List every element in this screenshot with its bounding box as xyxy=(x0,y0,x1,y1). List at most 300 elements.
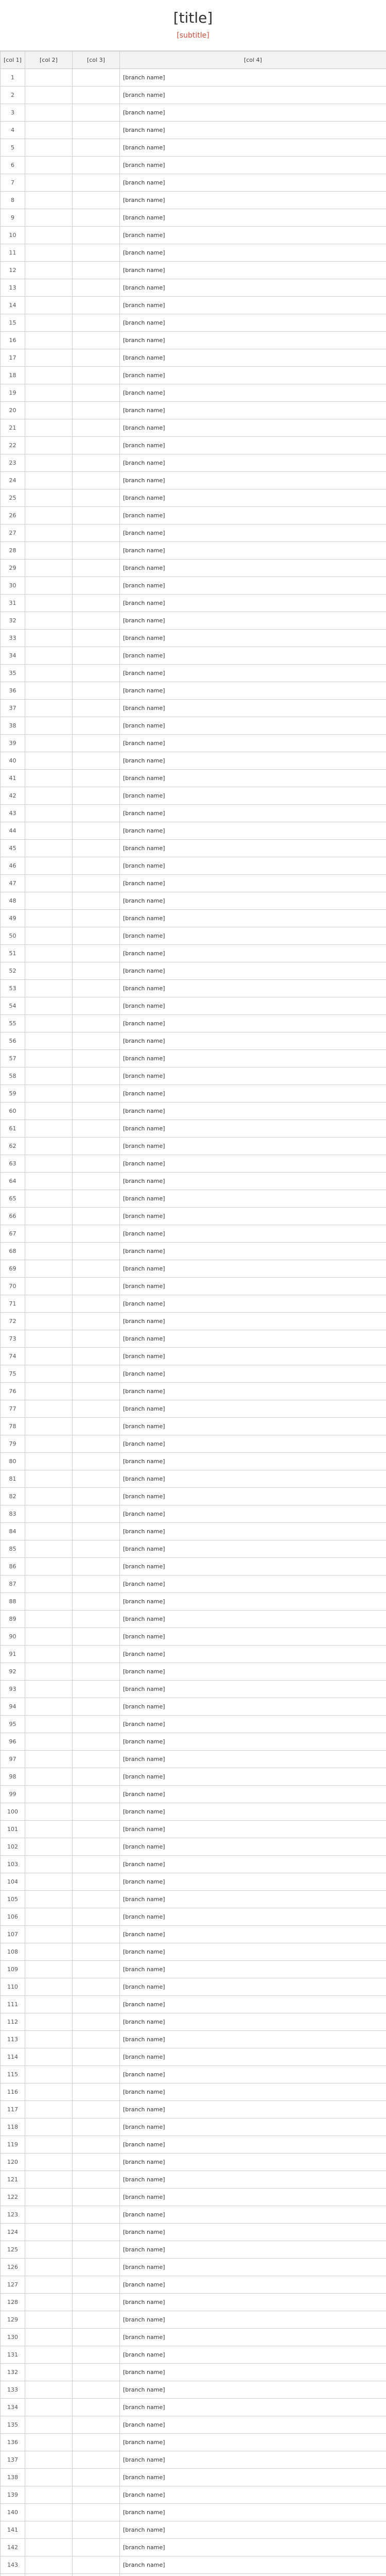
row-brand xyxy=(25,787,73,805)
row-city xyxy=(73,1190,120,1208)
row-number: 74 xyxy=(1,1348,25,1365)
row-brand xyxy=(25,1646,73,1663)
row-brand xyxy=(25,1628,73,1646)
row-brand xyxy=(25,2469,73,2486)
row-branch-name: [branch name] xyxy=(120,700,386,717)
row-city xyxy=(73,1681,120,1698)
row-city xyxy=(73,1260,120,1278)
row-city xyxy=(73,2154,120,2171)
table-row xyxy=(1,1400,386,1418)
row-city xyxy=(73,1032,120,1050)
row-city xyxy=(73,2416,120,2434)
row-number: 138 xyxy=(1,2469,25,2486)
row-branch-name: [branch name] xyxy=(120,437,386,454)
row-branch-name: [branch name] xyxy=(120,2083,386,2101)
header-branch-name: [col 4] xyxy=(120,52,386,69)
row-branch-name: [branch name] xyxy=(120,332,386,349)
row-city xyxy=(73,1488,120,1505)
row-branch-name: [branch name] xyxy=(120,2329,386,2346)
row-city xyxy=(73,542,120,560)
row-number: 84 xyxy=(1,1523,25,1540)
row-city xyxy=(73,857,120,875)
table-row xyxy=(1,665,386,682)
row-branch-name: [branch name] xyxy=(120,1435,386,1453)
row-city xyxy=(73,1050,120,1067)
row-branch-name: [branch name] xyxy=(120,2241,386,2259)
row-city xyxy=(73,2521,120,2539)
row-city xyxy=(73,997,120,1015)
row-city xyxy=(73,2539,120,2556)
row-number: 108 xyxy=(1,1943,25,1961)
table-row xyxy=(1,1085,386,1103)
row-branch-name: [branch name] xyxy=(120,1295,386,1313)
row-number: 131 xyxy=(1,2346,25,2364)
table-row xyxy=(1,139,386,157)
row-brand xyxy=(25,1120,73,1138)
table-row xyxy=(1,454,386,472)
row-number: 83 xyxy=(1,1505,25,1523)
row-number xyxy=(1,2574,25,2576)
table-row xyxy=(1,157,386,174)
table-row xyxy=(1,1751,386,1768)
row-branch-name: [branch name] xyxy=(120,1365,386,1383)
table-row xyxy=(1,2013,386,2031)
row-brand xyxy=(25,2013,73,2031)
row-city xyxy=(73,1768,120,1786)
row-city xyxy=(73,2136,120,2154)
row-number: 63 xyxy=(1,1155,25,1173)
row-branch-name: [branch name] xyxy=(120,1523,386,1540)
row-brand xyxy=(25,822,73,840)
row-branch-name: [branch name] xyxy=(120,1575,386,1593)
row-brand xyxy=(25,174,73,192)
row-number: 127 xyxy=(1,2276,25,2294)
row-branch-name xyxy=(120,2574,386,2576)
row-city xyxy=(73,227,120,244)
row-branch-name: [branch name] xyxy=(120,560,386,577)
row-number: 2 xyxy=(1,87,25,104)
row-brand xyxy=(25,2504,73,2521)
table-row xyxy=(1,1225,386,1243)
row-city xyxy=(73,1908,120,1926)
row-number: 27 xyxy=(1,524,25,542)
row-city xyxy=(73,630,120,647)
row-branch-name: [branch name] xyxy=(120,997,386,1015)
row-number: 94 xyxy=(1,1698,25,1716)
table-row xyxy=(1,805,386,822)
table-row xyxy=(1,332,386,349)
row-city xyxy=(73,1470,120,1488)
row-city xyxy=(73,822,120,840)
row-brand xyxy=(25,1961,73,1978)
row-brand xyxy=(25,875,73,892)
row-city xyxy=(73,2294,120,2311)
row-number: 64 xyxy=(1,1173,25,1190)
row-city xyxy=(73,104,120,122)
row-brand xyxy=(25,840,73,857)
row-branch-name: [branch name] xyxy=(120,717,386,735)
row-brand xyxy=(25,682,73,700)
row-brand xyxy=(25,1050,73,1067)
row-number: 46 xyxy=(1,857,25,875)
table-row xyxy=(1,577,386,595)
row-branch-name: [branch name] xyxy=(120,840,386,857)
row-number: 78 xyxy=(1,1418,25,1435)
row-number: 121 xyxy=(1,2171,25,2189)
row-city xyxy=(73,1803,120,1821)
row-number: 29 xyxy=(1,560,25,577)
table-row xyxy=(1,1278,386,1295)
row-brand xyxy=(25,244,73,262)
row-brand xyxy=(25,1015,73,1032)
row-branch-name: [branch name] xyxy=(120,822,386,840)
row-city xyxy=(73,2311,120,2329)
row-brand xyxy=(25,1190,73,1208)
row-number: 126 xyxy=(1,2259,25,2276)
row-brand xyxy=(25,700,73,717)
row-branch-name: [branch name] xyxy=(120,2119,386,2136)
row-branch-name: [branch name] xyxy=(120,1032,386,1050)
row-number: 128 xyxy=(1,2294,25,2311)
row-number: 31 xyxy=(1,595,25,612)
row-branch-name: [branch name] xyxy=(120,1716,386,1733)
table-row xyxy=(1,2539,386,2556)
table-row xyxy=(1,209,386,227)
row-branch-name: [branch name] xyxy=(120,665,386,682)
row-branch-name: [branch name] xyxy=(120,2451,386,2469)
row-number: 79 xyxy=(1,1435,25,1453)
row-city xyxy=(73,1611,120,1628)
row-branch-name: [branch name] xyxy=(120,122,386,139)
table-row xyxy=(1,2276,386,2294)
table-row xyxy=(1,1891,386,1908)
row-branch-name: [branch name] xyxy=(120,1383,386,1400)
row-branch-name: [branch name] xyxy=(120,752,386,770)
row-branch-name: [branch name] xyxy=(120,192,386,209)
row-brand xyxy=(25,962,73,980)
row-branch-name: [branch name] xyxy=(120,2399,386,2416)
row-number: 118 xyxy=(1,2119,25,2136)
row-city xyxy=(73,1558,120,1575)
row-brand xyxy=(25,1085,73,1103)
row-number: 101 xyxy=(1,1821,25,1838)
row-brand xyxy=(25,910,73,927)
row-brand xyxy=(25,402,73,419)
row-city xyxy=(73,1786,120,1803)
row-city xyxy=(73,1698,120,1716)
row-city xyxy=(73,1278,120,1295)
row-brand xyxy=(25,2276,73,2294)
row-city xyxy=(73,647,120,665)
row-number: 61 xyxy=(1,1120,25,1138)
row-city xyxy=(73,1751,120,1768)
row-number: 105 xyxy=(1,1891,25,1908)
row-number: 117 xyxy=(1,2101,25,2119)
row-branch-name: [branch name] xyxy=(120,2101,386,2119)
row-branch-name: [branch name] xyxy=(120,157,386,174)
row-branch-name: [branch name] xyxy=(120,770,386,787)
table-row xyxy=(1,945,386,962)
table-row xyxy=(1,1943,386,1961)
row-city xyxy=(73,1453,120,1470)
row-brand xyxy=(25,1575,73,1593)
row-branch-name: [branch name] xyxy=(120,2486,386,2504)
row-brand xyxy=(25,1348,73,1365)
table-row xyxy=(1,1418,386,1435)
row-city xyxy=(73,980,120,997)
row-branch-name: [branch name] xyxy=(120,2171,386,2189)
row-branch-name: [branch name] xyxy=(120,1628,386,1646)
row-brand xyxy=(25,1470,73,1488)
row-number: 104 xyxy=(1,1873,25,1891)
table-row xyxy=(1,1330,386,1348)
row-city xyxy=(73,472,120,489)
row-number: 17 xyxy=(1,349,25,367)
row-brand xyxy=(25,857,73,875)
row-brand xyxy=(25,1505,73,1523)
row-brand xyxy=(25,2259,73,2276)
table-row xyxy=(1,2469,386,2486)
row-branch-name: [branch name] xyxy=(120,349,386,367)
row-number: 112 xyxy=(1,2013,25,2031)
row-brand xyxy=(25,507,73,524)
row-city xyxy=(73,157,120,174)
row-branch-name: [branch name] xyxy=(120,1891,386,1908)
row-number: 67 xyxy=(1,1225,25,1243)
table-row xyxy=(1,822,386,840)
row-city xyxy=(73,910,120,927)
table-row xyxy=(1,192,386,209)
row-city xyxy=(73,314,120,332)
table-row xyxy=(1,1768,386,1786)
table-row xyxy=(1,1821,386,1838)
row-branch-name: [branch name] xyxy=(120,1926,386,1943)
row-city xyxy=(73,489,120,507)
table-row xyxy=(1,104,386,122)
row-number: 123 xyxy=(1,2206,25,2224)
table-row xyxy=(1,69,386,87)
row-brand xyxy=(25,1996,73,2013)
row-brand xyxy=(25,1611,73,1628)
table-row xyxy=(1,1120,386,1138)
row-branch-name: [branch name] xyxy=(120,2259,386,2276)
row-branch-name: [branch name] xyxy=(120,1453,386,1470)
row-branch-name: [branch name] xyxy=(120,2294,386,2311)
table-row xyxy=(1,2154,386,2171)
row-branch-name: [branch name] xyxy=(120,980,386,997)
row-branch-name: [branch name] xyxy=(120,1243,386,1260)
row-branch-name: [branch name] xyxy=(120,857,386,875)
row-branch-name: [branch name] xyxy=(120,1348,386,1365)
row-number: 135 xyxy=(1,2416,25,2434)
row-branch-name: [branch name] xyxy=(120,2521,386,2539)
table-row xyxy=(1,419,386,437)
row-branch-name: [branch name] xyxy=(120,875,386,892)
row-brand xyxy=(25,1383,73,1400)
table-row xyxy=(1,752,386,770)
table-row xyxy=(1,1383,386,1400)
branch-table xyxy=(0,51,386,2576)
row-brand xyxy=(25,209,73,227)
row-brand xyxy=(25,1365,73,1383)
table-row xyxy=(1,2346,386,2364)
row-branch-name: [branch name] xyxy=(120,1208,386,1225)
title-block xyxy=(0,0,386,51)
row-brand xyxy=(25,104,73,122)
row-number: 48 xyxy=(1,892,25,910)
table-row xyxy=(1,875,386,892)
row-number: 70 xyxy=(1,1278,25,1295)
row-branch-name: [branch name] xyxy=(120,805,386,822)
row-brand xyxy=(25,612,73,630)
row-number: 23 xyxy=(1,454,25,472)
row-city xyxy=(73,1978,120,1996)
row-number: 73 xyxy=(1,1330,25,1348)
row-branch-name: [branch name] xyxy=(120,2381,386,2399)
row-number: 122 xyxy=(1,2189,25,2206)
row-brand xyxy=(25,2556,73,2574)
row-number: 91 xyxy=(1,1646,25,1663)
row-branch-name: [branch name] xyxy=(120,262,386,279)
row-number: 7 xyxy=(1,174,25,192)
row-brand xyxy=(25,2136,73,2154)
row-branch-name: [branch name] xyxy=(120,2013,386,2031)
table-row xyxy=(1,1681,386,1698)
row-number: 129 xyxy=(1,2311,25,2329)
table-row xyxy=(1,1015,386,1032)
row-branch-name: [branch name] xyxy=(120,367,386,384)
row-branch-name: [branch name] xyxy=(120,384,386,402)
row-number: 90 xyxy=(1,1628,25,1646)
row-brand xyxy=(25,1278,73,1295)
row-city xyxy=(73,2189,120,2206)
row-city xyxy=(73,560,120,577)
row-city xyxy=(73,1365,120,1383)
row-brand xyxy=(25,1751,73,1768)
row-brand xyxy=(25,2521,73,2539)
table-row xyxy=(1,384,386,402)
row-brand xyxy=(25,1418,73,1435)
row-number: 15 xyxy=(1,314,25,332)
row-number: 54 xyxy=(1,997,25,1015)
row-branch-name: [branch name] xyxy=(120,2276,386,2294)
row-branch-name: [branch name] xyxy=(120,2066,386,2083)
row-number: 75 xyxy=(1,1365,25,1383)
page-title: [title] xyxy=(173,9,213,26)
row-branch-name: [branch name] xyxy=(120,1996,386,2013)
row-number: 44 xyxy=(1,822,25,840)
row-city xyxy=(73,297,120,314)
row-branch-name: [branch name] xyxy=(120,892,386,910)
table-row xyxy=(1,840,386,857)
table-body xyxy=(1,69,386,2576)
row-city xyxy=(73,2083,120,2101)
row-city xyxy=(73,1435,120,1453)
row-brand xyxy=(25,2311,73,2329)
table-row xyxy=(1,297,386,314)
row-city xyxy=(73,2241,120,2259)
row-number: 55 xyxy=(1,1015,25,1032)
row-city xyxy=(73,1505,120,1523)
table-row xyxy=(1,980,386,997)
row-number: 66 xyxy=(1,1208,25,1225)
table-row xyxy=(1,2434,386,2451)
row-number: 141 xyxy=(1,2521,25,2539)
table-row xyxy=(1,2083,386,2101)
row-brand xyxy=(25,542,73,560)
row-brand xyxy=(25,647,73,665)
table-row xyxy=(1,1558,386,1575)
row-number: 102 xyxy=(1,1838,25,1856)
row-city xyxy=(73,1926,120,1943)
row-city xyxy=(73,1540,120,1558)
row-brand xyxy=(25,1330,73,1348)
row-city xyxy=(73,682,120,700)
row-number: 37 xyxy=(1,700,25,717)
row-city xyxy=(73,840,120,857)
table-row xyxy=(1,2031,386,2048)
row-number: 41 xyxy=(1,770,25,787)
row-branch-name: [branch name] xyxy=(120,1961,386,1978)
row-brand xyxy=(25,1138,73,1155)
row-city xyxy=(73,1103,120,1120)
row-branch-name: [branch name] xyxy=(120,2048,386,2066)
table-row xyxy=(1,560,386,577)
row-number: 96 xyxy=(1,1733,25,1751)
row-number: 39 xyxy=(1,735,25,752)
row-brand xyxy=(25,1803,73,1821)
table-row xyxy=(1,1190,386,1208)
table-row xyxy=(1,2189,386,2206)
row-city xyxy=(73,174,120,192)
row-city xyxy=(73,2329,120,2346)
row-city xyxy=(73,2206,120,2224)
row-city xyxy=(73,752,120,770)
row-city xyxy=(73,1243,120,1260)
row-city xyxy=(73,1716,120,1733)
row-city xyxy=(73,2048,120,2066)
table-row xyxy=(1,122,386,139)
row-branch-name: [branch name] xyxy=(120,927,386,945)
row-city xyxy=(73,2451,120,2469)
row-brand xyxy=(25,2241,73,2259)
row-branch-name: [branch name] xyxy=(120,139,386,157)
row-number: 107 xyxy=(1,1926,25,1943)
table-row xyxy=(1,1155,386,1173)
row-brand xyxy=(25,2083,73,2101)
row-number: 82 xyxy=(1,1488,25,1505)
row-brand xyxy=(25,2294,73,2311)
row-brand xyxy=(25,279,73,297)
row-branch-name: [branch name] xyxy=(120,419,386,437)
row-branch-name: [branch name] xyxy=(120,1663,386,1681)
row-brand xyxy=(25,227,73,244)
row-city xyxy=(73,1943,120,1961)
row-city xyxy=(73,1225,120,1243)
row-brand xyxy=(25,980,73,997)
row-number: 69 xyxy=(1,1260,25,1278)
row-brand xyxy=(25,927,73,945)
row-brand xyxy=(25,1295,73,1313)
table-row xyxy=(1,595,386,612)
row-branch-name: [branch name] xyxy=(120,1470,386,1488)
row-brand xyxy=(25,2189,73,2206)
row-number: 60 xyxy=(1,1103,25,1120)
table-row xyxy=(1,349,386,367)
table-row xyxy=(1,1313,386,1330)
row-branch-name: [branch name] xyxy=(120,472,386,489)
row-city xyxy=(73,1138,120,1155)
